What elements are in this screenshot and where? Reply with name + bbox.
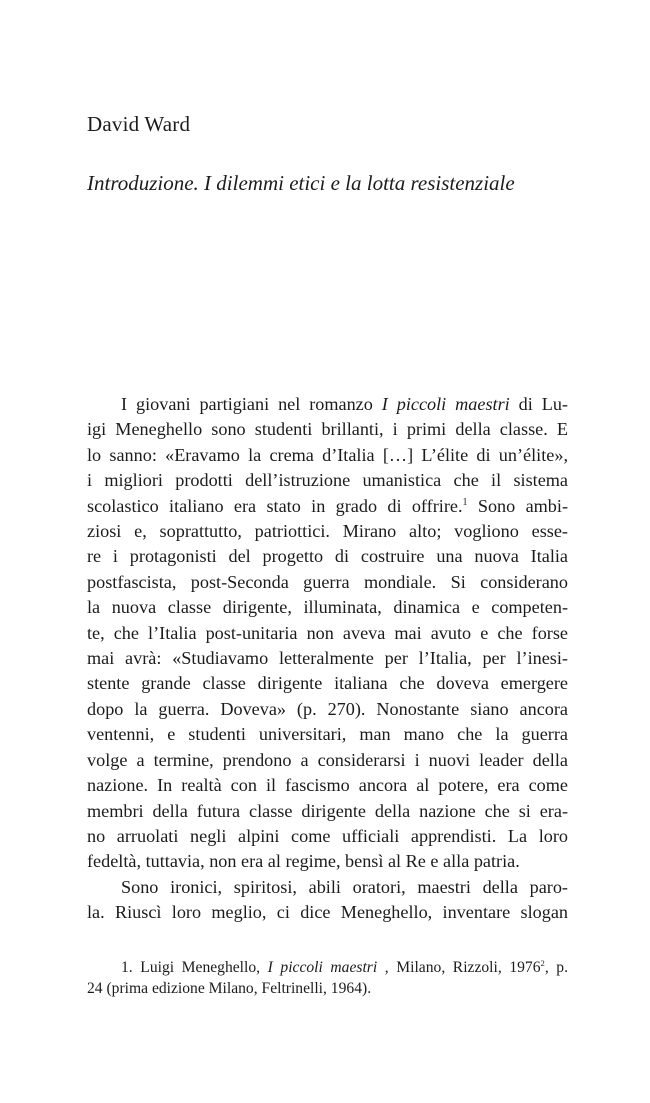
text-line: volge a termine, prendono a considerarsi i nuovi leader della [87,749,568,770]
chapter-title: Introduzione. I dilemmi etici e la lotta resistenziale [87,171,515,195]
text-line: mai avrà: «Studiavamo letteralmente per l’Italia, per l’inesi- [87,648,568,669]
footnote-marker: 1 [462,496,468,508]
text-line: te, che l’Italia post-unitaria non aveva mai avuto e che forse [87,622,568,643]
text-span: Luigi Meneghello, [132,959,268,976]
text-line: i migliori prodotti dell’istruzione umanistica che il sistema [87,470,568,491]
edition-superscript: 2 [540,958,545,968]
book-title-italic: I piccoli maestri [381,394,510,414]
text-line: la. Riuscì loro meglio, ci dice Meneghello, inventare slogan [87,902,568,923]
chapter-author: David Ward [87,112,191,136]
footnote [87,957,568,999]
text-span: Sono ambi- [467,495,568,516]
footnote-line: 24 (prima edizione Milano, Feltrinelli, 1964). [87,980,372,997]
body-text [87,392,568,926]
text-line: la nuova classe dirigente, illuminata, dinamica e competen- [87,597,568,618]
book-title-italic: I piccoli maestri [267,959,378,976]
text-line: no arruolati negli alpini come ufficiali apprendisti. La loro [87,825,568,846]
text-line: dopo la guerra. Doveva» (p. 270). Nonostante siano ancora [87,698,568,719]
text-line: ziosi e, soprattutto, patriottici. Mirano alto; vogliono esse- [87,521,568,542]
text-line: ventenni, e studenti universitari, man mano che la guerra [87,724,568,745]
text-line: igi Meneghello sono studenti brillanti, i primi della classe. E [87,419,568,440]
text-line: re i protagonisti del progetto di costruire una nuova Italia [87,546,568,567]
footnote-line [87,957,568,978]
text-span: I giovani partigiani nel romanzo [121,394,382,414]
text-line: fedeltà, tuttavia, non era al regime, bensì al Re e alla patria. [87,851,520,872]
text-line: stente grande classe dirigente italiana che doveva emergere [87,673,568,694]
text-line: nazione. In realtà con il fascismo ancora al potere, era come [87,775,568,796]
text-line: postfascista, post-Seconda guerra mondiale. Si considerano [87,571,568,592]
text-span: , Milano, Rizzoli, 1976 [377,959,541,976]
text-line: lo sanno: «Eravamo la crema d’Italia […] L’élite di un’élite», [87,444,568,465]
text-line [87,392,568,417]
footnote-number: 1. [121,959,133,976]
text-line [87,494,568,519]
text-line: Sono ironici, spiritosi, abili oratori, maestri della paro- [121,876,568,897]
text-line: membri della futura classe dirigente della nazione che si era- [87,800,568,821]
text-span: di Lu- [509,394,568,414]
text-span: , p. [544,959,568,976]
text-span: scolastico italiano era stato in grado di offrire. [87,495,463,516]
